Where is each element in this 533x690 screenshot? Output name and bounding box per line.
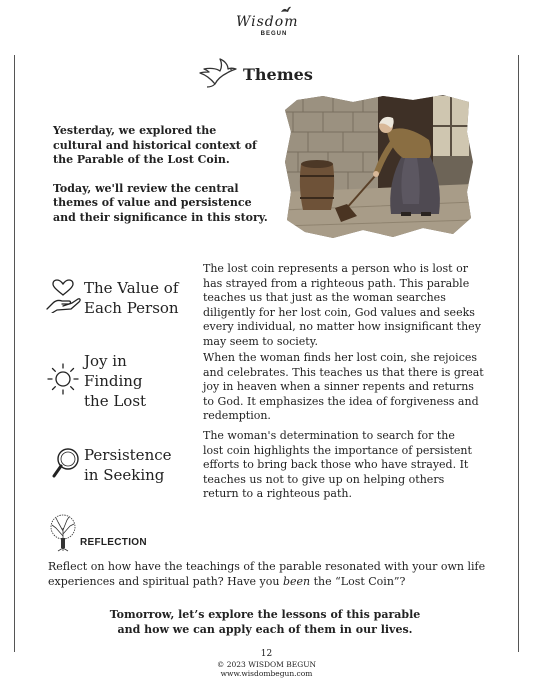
theme-title-line: the Lost [84, 392, 147, 410]
theme-title-line: The Value of [84, 279, 179, 297]
tree-icon [47, 514, 79, 552]
theme-title-line: in Seeking [84, 466, 165, 484]
theme-body-persistence: The woman's determination to search for the lost coin highlights the importance of persistent efforts to bring back those who have strayed. It teaches us not to give up on helping others return to a righteous path. [203, 429, 472, 500]
sun-icon [46, 362, 80, 396]
copyright-text: © 2023 WISDOM BEGUN [216, 660, 317, 669]
closing-text [60, 607, 470, 637]
intro-text [53, 124, 268, 225]
right-border-line [518, 55, 519, 652]
theme-title-persistence [84, 445, 199, 485]
theme-title-line: Joy in [84, 352, 127, 370]
website-link[interactable]: www.wisdombegun.com [220, 669, 313, 678]
bird-icon [280, 6, 292, 14]
footer-copyright [0, 660, 533, 678]
page-title: Themes [243, 65, 313, 84]
logo-sub-text: BEGUN [260, 31, 288, 37]
theme-title-joy [84, 351, 199, 411]
intro-paragraph-2: Today, we'll review the central themes of value and persistence and their significance in this story. [53, 181, 268, 224]
theme-body-value: The lost coin represents a person who is lost or has strayed from a righteous path. This parable teaches us that just as the woman searches diligently for her lost coin, God values and seeks every individual, no matter how insignificant they may seem to society. [203, 262, 481, 348]
theme-title-line: Finding [84, 372, 143, 390]
heart-hand-icon [45, 279, 81, 313]
reflection-text-italic: been [282, 574, 311, 588]
wisdom-begun-logo [236, 6, 298, 40]
logo-script-text: Wisdom [236, 14, 299, 30]
theme-title-line: Persistence [84, 446, 172, 464]
reflection-text-after: the “Lost Coin”? [310, 574, 406, 588]
woman-sweeping-illustration [283, 92, 473, 240]
reflection-text-before: Reflect on how have the teachings of the parable resonated with your own life experiences and spiritual path? Have you [48, 560, 486, 588]
closing-line-1: Tomorrow, let’s explore the lessons of this parable [109, 608, 421, 621]
theme-title-line: Each Person [84, 299, 179, 317]
reflection-text [48, 560, 488, 589]
page-number: 12 [260, 649, 273, 659]
intro-paragraph-1: Yesterday, we explored the cultural and historical context of the Parable of the Lost Coin. [53, 124, 257, 166]
theme-body-joy: When the woman finds her lost coin, she rejoices and celebrates. This teaches us that there is great joy in heaven when a sinner repents and returns to God. It emphasizes the idea of forgiveness and redemption. [203, 351, 484, 422]
closing-line-2: and how we can apply each of them in our lives. [117, 623, 413, 636]
reflection-title: REFLECTION [80, 537, 147, 548]
dove-icon [198, 56, 238, 90]
magnifier-icon [50, 446, 82, 480]
left-border-line [14, 55, 15, 652]
theme-title-value [84, 278, 199, 318]
